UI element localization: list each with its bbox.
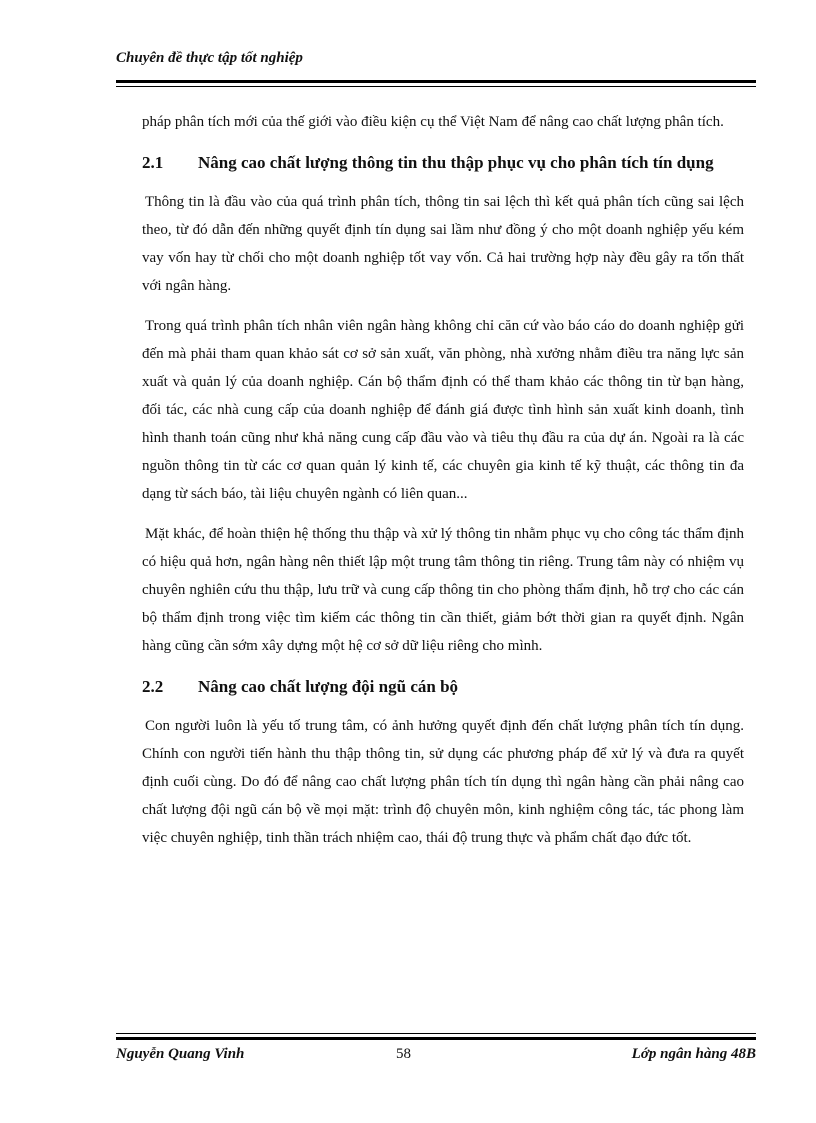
body-paragraph: Thông tin là đầu vào của quá trình phân tích, thông tin sai lệch thì kết quả phân tích cũng sai lệch theo, từ đó dẫn đến những quyết định tín dụng sai lầm như đồng ý cho một doanh nghiệp yếu kém vay vốn hay từ chối cho một doanh nghiệp tốt vay vốn. Cả hai trường hợp này đều gây ra tổn thất với ngân hàng. (142, 194, 744, 294)
page-footer (116, 1046, 756, 1070)
section-number: 2.2 (142, 677, 164, 696)
body-paragraph: Con người luôn là yếu tố trung tâm, có ảnh hưởng quyết định đến chất lượng phân tích tín dụng. Chính con người tiến hành thu thập thông tin, sử dụng các phương pháp để xử lý và đưa ra quyết định cuối cùng. Do đó để nâng cao chất lượng phân tích tín dụng thì ngân hàng cần phải nâng cao chất lượng đội ngũ cán bộ về mọi mặt: trình độ chuyên môn, kinh nghiệm công tác, tác phong làm việc chuyên nghiệp, tinh thần trách nhiệm cao, thái độ trung thực và phẩm chất đạo đức tốt. (142, 718, 744, 846)
section-title: Nâng cao chất lượng thông tin thu thập phục vụ cho phân tích tín dụng (198, 153, 714, 172)
header-rule-thin (116, 86, 756, 87)
document-body (142, 108, 744, 864)
footer-class-name: Lớp ngân hàng 48B (631, 1046, 756, 1062)
section-heading-2-2 (142, 672, 744, 702)
header-rule-thick (116, 80, 756, 83)
section-number: 2.1 (142, 153, 164, 172)
intro-paragraph: pháp phân tích mới của thế giới vào điều kiện cụ thể Việt Nam để nâng cao chất lượng phân tích. (142, 114, 724, 130)
footer-rule-thick (116, 1037, 756, 1040)
section-heading-2-1 (142, 148, 744, 178)
section-title: Nâng cao chất lượng đội ngũ cán bộ (198, 677, 459, 696)
page-number: 58 (396, 1046, 411, 1062)
page-header-title: Chuyên đề thực tập tốt nghiệp (116, 50, 303, 66)
footer-rule-thin (116, 1033, 756, 1034)
body-paragraph: Trong quá trình phân tích nhân viên ngân hàng không chỉ căn cứ vào báo cáo do doanh nghiệp gửi đến mà phải tham quan khảo sát cơ sở sản xuất, văn phòng, nhà xưởng nhằm điều tra năng lực sản xuất và quản lý của doanh nghiệp. Cán bộ thẩm định có thể tham khảo các thông tin từ bạn hàng, đối tác, các nhà cung cấp của doanh nghiệp để đánh giá được tình hình sản xuất kinh doanh, tình hình thanh toán cũng như khả năng cung cấp đầu vào và tiêu thụ đầu ra của dự án. Ngoài ra là các nguồn thông tin từ các cơ quan quản lý kinh tế, các chuyên gia kinh tế kỹ thuật, các thông tin đa dạng từ sách báo, tài liệu chuyên ngành có liên quan... (142, 318, 744, 502)
footer-author: Nguyễn Quang Vinh (116, 1046, 245, 1062)
body-paragraph: Mặt khác, để hoàn thiện hệ thống thu thập và xử lý thông tin nhằm phục vụ cho công tác thẩm định có hiệu quả hơn, ngân hàng nên thiết lập một trung tâm thông tin riêng. Trung tâm này có nhiệm vụ chuyên nghiên cứu thu thập, lưu trữ và cung cấp thông tin cho phòng thẩm định, hỗ trợ cho các cán bộ thẩm định trong việc tìm kiếm các thông tin cần thiết, giảm bớt thời gian ra quyết định. Ngân hàng cũng cần sớm xây dựng một hệ cơ sở dữ liệu riêng cho mình. (142, 526, 744, 654)
